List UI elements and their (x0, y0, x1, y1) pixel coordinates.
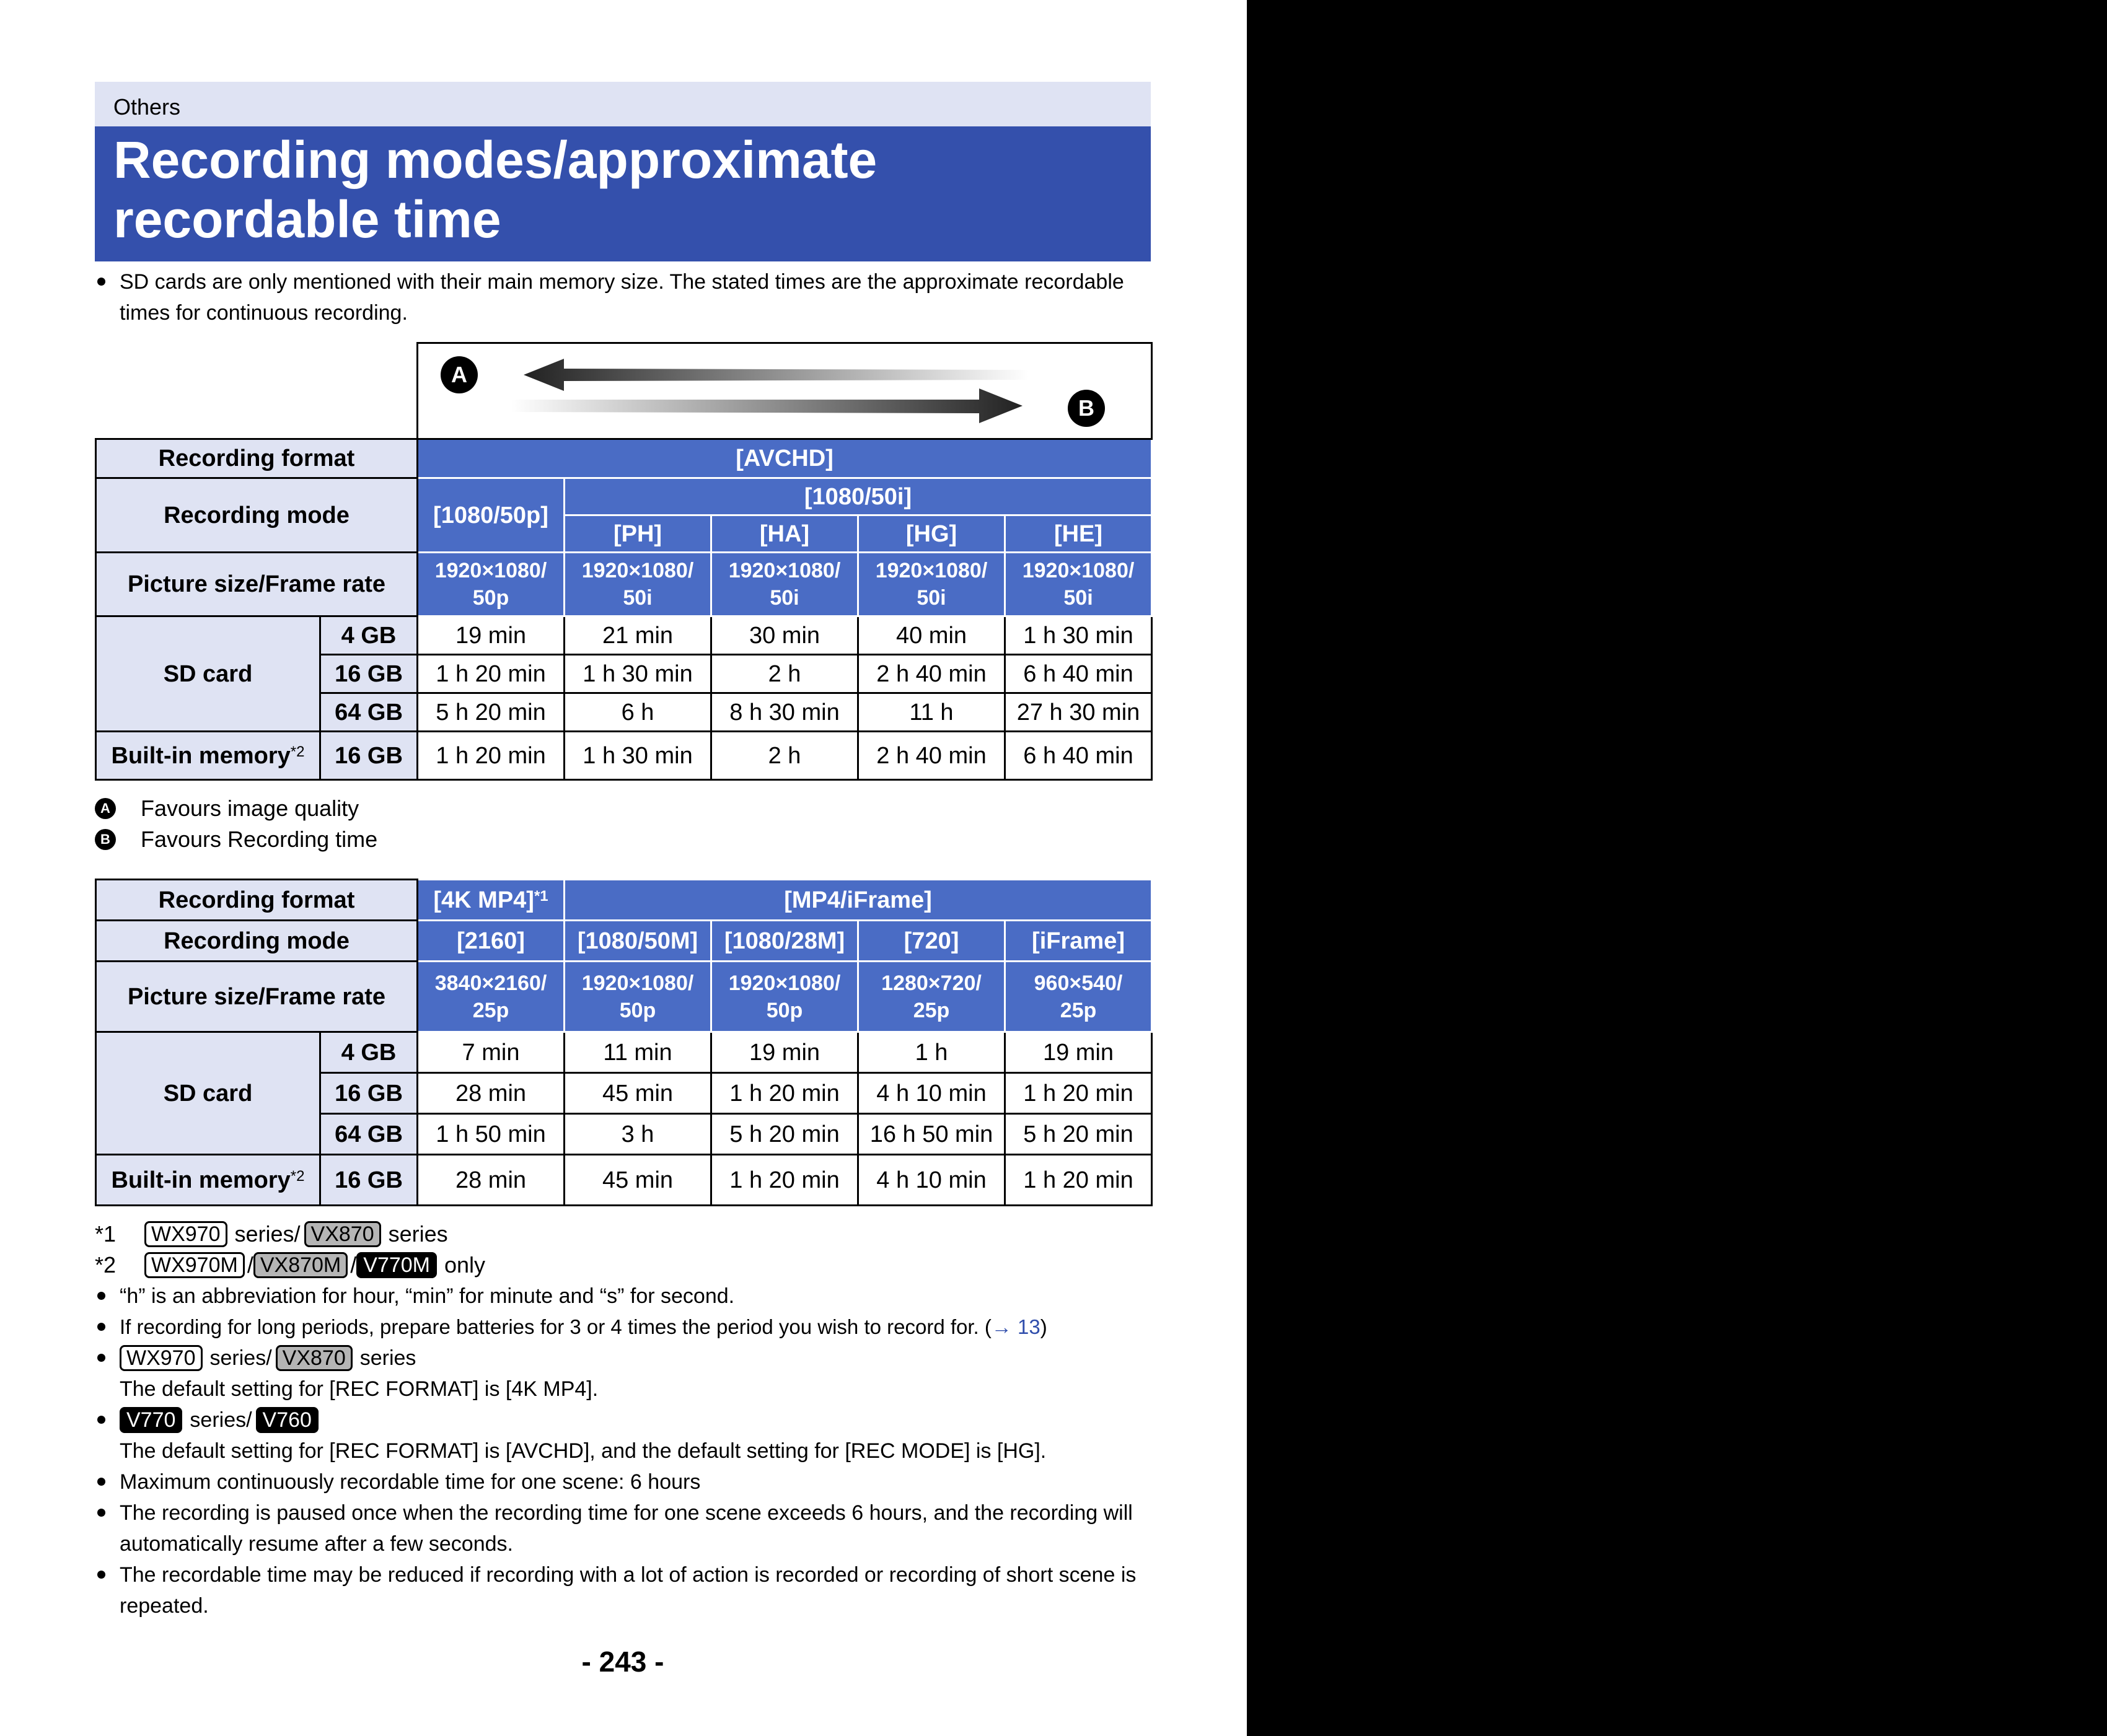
page-number: - 243 - (581, 1646, 664, 1678)
legend-b: B Favours Recording time (95, 824, 1151, 855)
quality-arrows-svg (418, 345, 1150, 437)
t2-cell: 4 h 10 min (858, 1073, 1005, 1114)
t1-cap: 64 GB (320, 693, 418, 732)
marker-a-label: A (451, 362, 467, 387)
legend-a: A Favours image quality (95, 793, 1151, 824)
t1-size-cell: 1920×1080/ 50i (1005, 553, 1152, 616)
t1-cell: 2 h (711, 655, 858, 693)
t1-size-cell: 1920×1080/ 50i (565, 553, 711, 616)
breadcrumb: Others (95, 82, 1151, 126)
t1-submode-hg: [HG] (858, 515, 1005, 553)
t2-label-sd: SD card (96, 1032, 320, 1155)
t1-cell: 1 h 20 min (418, 655, 565, 693)
t1-cell: 2 h 40 min (858, 655, 1005, 693)
model-badge: VX870M (253, 1252, 348, 1278)
t1-mode-1080-50i: [1080/50i] (565, 478, 1152, 515)
t2-size-cell: 1920×1080/ 50p (565, 962, 711, 1032)
t2-mode: [2160] (418, 921, 565, 962)
t2-cap: 16 GB (320, 1073, 418, 1114)
t2-cell: 5 h 20 min (1005, 1114, 1152, 1155)
t1-cell: 8 h 30 min (711, 693, 858, 732)
t2-cap: 64 GB (320, 1114, 418, 1155)
footnote-1: *1 WX970 series/ VX870 series (95, 1221, 448, 1247)
t2-cell: 1 h 50 min (418, 1114, 565, 1155)
t1-cap: 16 GB (320, 732, 418, 780)
t2-cell: 45 min (565, 1155, 711, 1206)
t2-cell: 1 h 20 min (1005, 1073, 1152, 1114)
t1-cell: 19 min (418, 616, 565, 655)
t1-cell: 1 h 20 min (418, 732, 565, 780)
t2-cell: 1 h 20 min (711, 1073, 858, 1114)
t1-cap: 4 GB (320, 616, 418, 655)
model-badge: VX870 (276, 1345, 353, 1371)
model-badge: V770 (120, 1407, 182, 1433)
t2-format-4k: [4K MP4]$^{*1}$ (418, 880, 565, 921)
t1-cell: 2 h 40 min (858, 732, 1005, 780)
model-badge: V760 (256, 1407, 319, 1433)
arrow-right-shape (511, 388, 1023, 423)
legend-a-icon: A (95, 798, 116, 819)
t1-cell: 40 min (858, 616, 1005, 655)
t2-cell: 3 h (565, 1114, 711, 1155)
legend (95, 793, 1151, 855)
footnote-2: *2 WX970M / VX870M / V770M only (95, 1252, 486, 1278)
t1-submode-ha: [HA] (711, 515, 858, 553)
page-title-line1: Recording modes/approximate (113, 131, 878, 189)
t1-mode-1080-50p: [1080/50p] (418, 478, 565, 553)
note-abbrev: “h” is an abbreviation for hour, “min” for minute and “s” for second. (95, 1281, 1151, 1312)
mp4-table (95, 879, 1153, 1206)
model-badge: WX970M (144, 1252, 245, 1278)
t2-cell: 7 min (418, 1032, 565, 1073)
t2-mode: [iFrame] (1005, 921, 1152, 962)
t1-cell: 6 h 40 min (1005, 732, 1152, 780)
t2-label-format: Recording format (96, 880, 418, 921)
t1-cell: 6 h 40 min (1005, 655, 1152, 693)
t1-cell: 2 h (711, 732, 858, 780)
t1-cell: 1 h 30 min (565, 655, 711, 693)
t2-label-size: Picture size/Frame rate (96, 962, 418, 1032)
t1-cell: 30 min (711, 616, 858, 655)
t2-mode: [720] (858, 921, 1005, 962)
t2-cell: 1 h (858, 1032, 1005, 1073)
t2-cell: 11 min (565, 1032, 711, 1073)
note-batteries: If recording for long periods, prepare batteries for 3 or 4 times the period you wish to record for. (→ 13) (95, 1312, 1151, 1343)
arrow-left-shape (524, 359, 1029, 391)
model-badge: WX970 (144, 1221, 227, 1247)
marker-b-label: B (1078, 395, 1094, 421)
legend-b-icon: B (95, 829, 116, 850)
page-title-line2: recordable time (113, 190, 501, 248)
t1-cap: 16 GB (320, 655, 418, 693)
manual-page (95, 82, 1151, 1678)
page-title (95, 126, 1151, 261)
t2-label-mode: Recording mode (96, 921, 418, 962)
model-badge: WX970 (120, 1345, 203, 1371)
t2-cell: 1 h 20 min (711, 1155, 858, 1206)
page-link[interactable]: → 13 (991, 1315, 1040, 1338)
note-reduced: The recordable time may be reduced if recording with a lot of action is recorded or recording of short scene is repeated. (95, 1559, 1151, 1621)
t1-cell: 1 h 30 min (1005, 616, 1152, 655)
t2-cell: 16 h 50 min (858, 1114, 1005, 1155)
model-badge: V770M (356, 1252, 437, 1278)
t2-cell: 19 min (1005, 1032, 1152, 1073)
t1-submode-ph: [PH] (565, 515, 711, 553)
notes (95, 1281, 1151, 1621)
note-max-time: Maximum continuously recordable time for one scene: 6 hours (95, 1466, 1151, 1497)
t2-cap: 4 GB (320, 1032, 418, 1073)
avchd-table (95, 342, 1153, 781)
t2-cell: 19 min (711, 1032, 858, 1073)
t1-submode-he: [HE] (1005, 515, 1152, 553)
t2-size-cell: 1280×720/ 25p (858, 962, 1005, 1032)
t2-cell: 28 min (418, 1073, 565, 1114)
t2-cell: 45 min (565, 1073, 711, 1114)
t1-size-cell: 1920×1080/ 50i (711, 553, 858, 616)
t1-label-sd: SD card (96, 616, 320, 732)
note-paused: The recording is paused once when the recording time for one scene exceeds 6 hours, and the recording will automatically resume after a few seconds. (95, 1497, 1151, 1559)
t1-label-mode: Recording mode (96, 478, 418, 553)
note-wx970: WX970 series/ VX870 series The default setting for [REC FORMAT] is [4K MP4]. (95, 1343, 1151, 1405)
note-v770: V770 series/ V760 The default setting for [REC FORMAT] is [AVCHD], and the default setting for [REC MODE] is [HG]. (95, 1405, 1151, 1466)
t2-size-cell: 3840×2160/ 25p (418, 962, 565, 1032)
quality-arrow-diagram (418, 343, 1152, 439)
t1-size-cell: 1920×1080/ 50p (418, 553, 565, 616)
t2-cell: 1 h 20 min (1005, 1155, 1152, 1206)
t2-cap: 16 GB (320, 1155, 418, 1206)
black-margin-panel (1247, 0, 2107, 1736)
t1-label-builtin: Built-in memory$^{*2}$ (96, 732, 320, 780)
t1-label-format: Recording format (96, 439, 418, 478)
t1-cell: 27 h 30 min (1005, 693, 1152, 732)
t2-mode: [1080/28M] (711, 921, 858, 962)
t2-cell: 4 h 10 min (858, 1155, 1005, 1206)
t2-label-builtin: Built-in memory$^{*2}$ (96, 1155, 320, 1206)
t1-cell: 21 min (565, 616, 711, 655)
t1-cell: 11 h (858, 693, 1005, 732)
t2-size-cell: 1920×1080/ 50p (711, 962, 858, 1032)
intro-note: SD cards are only mentioned with their main memory size. The stated times are the approximate recordable times for continuous recording. (95, 266, 1151, 328)
t1-cell: 1 h 30 min (565, 732, 711, 780)
t2-cell: 28 min (418, 1155, 565, 1206)
t2-size-cell: 960×540/ 25p (1005, 962, 1152, 1032)
t2-cell: 5 h 20 min (711, 1114, 858, 1155)
footnotes (95, 1219, 1151, 1281)
t1-cell: 6 h (565, 693, 711, 732)
t1-format-avchd: [AVCHD] (418, 439, 1152, 478)
t2-format-mp4: [MP4/iFrame] (565, 880, 1152, 921)
t1-cell: 5 h 20 min (418, 693, 565, 732)
t1-label-size: Picture size/Frame rate (96, 553, 418, 616)
t2-mode: [1080/50M] (565, 921, 711, 962)
t1-size-cell: 1920×1080/ 50i (858, 553, 1005, 616)
model-badge: VX870 (304, 1221, 381, 1247)
